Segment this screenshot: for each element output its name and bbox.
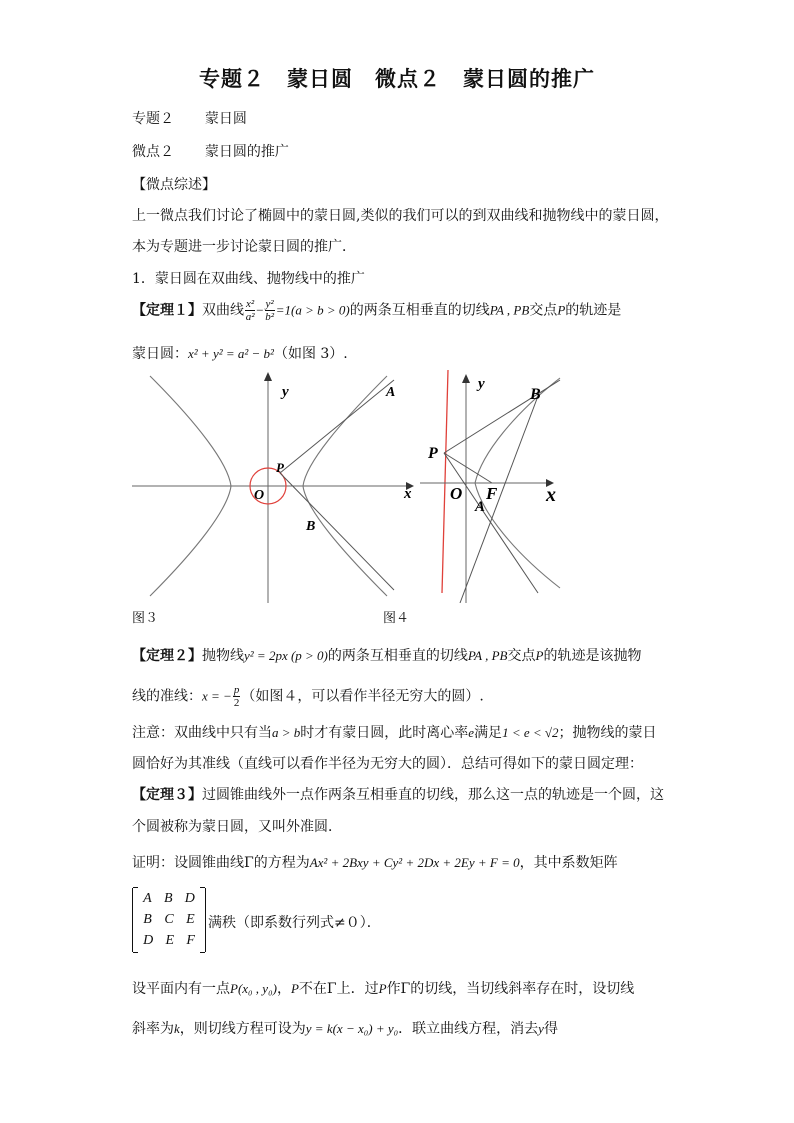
fig4-y-label: y	[478, 376, 485, 392]
theorem3-text-1: 过圆锥曲线外一点作两条互相垂直的切线，那么这一点的轨迹是一个圆，这	[202, 787, 664, 803]
proof-text-10: 得	[543, 1021, 558, 1037]
fig4-y-arrow	[462, 374, 470, 383]
coefficient-matrix	[132, 888, 206, 952]
matrix-cell: D	[143, 933, 154, 948]
fig3-tangent-PB	[280, 473, 394, 590]
matrix-row	[133, 888, 205, 909]
note-text-1: 注意：双曲线中只有当	[132, 725, 272, 741]
matrix-cell: B	[143, 912, 152, 927]
proof-line2: 满秩（即系数行列式≠０）．	[208, 915, 381, 931]
theorem1-lines: PA , PB	[489, 302, 530, 318]
proof-line4	[132, 1018, 558, 1038]
proof-text-3: 设平面内有一点	[132, 981, 230, 997]
theorem2-text-1: 抛物线	[202, 648, 244, 664]
theorem2-label: 【定理２】	[132, 648, 202, 664]
point-P: P(x₀ , y₀)	[230, 981, 277, 996]
directrix-lhs: x = −	[202, 688, 232, 704]
point-label: 微点２	[132, 144, 174, 160]
matrix-cell: C	[164, 912, 174, 927]
tangent-equation: y = k(x − x₀) + y₀	[305, 1021, 399, 1036]
note-text-3: 满足	[474, 725, 503, 741]
theorem2-p: P	[535, 648, 544, 663]
directrix-frac	[233, 684, 241, 709]
proof-text-5: 不在Γ上．过	[298, 981, 379, 997]
intro-line-2: 本为专题进一步讨论蒙日圆的推广．	[132, 239, 356, 255]
matrix-row	[133, 909, 205, 930]
theorem1-text-3: 交点	[529, 302, 558, 319]
theorem2-lines: PA , PB	[467, 648, 508, 663]
proof-p-2: P	[378, 981, 387, 996]
fig3-O-label: O	[254, 488, 265, 503]
summary-heading: 【微点综述】	[132, 177, 216, 193]
parabola-equation: y² = 2px (p > 0)	[244, 648, 328, 663]
theorem1-text-2: 的两条互相垂直的切线	[349, 302, 490, 319]
theorem1-text-6: （如图 3）.	[273, 346, 348, 362]
topic-label: 专题２	[132, 111, 174, 127]
hyperbola-frac-x: $\frac{\text{x²}}{\text{a²}}$	[245, 298, 255, 323]
theorem2-text-5: 线的准线：	[132, 688, 202, 705]
note-line2: 圆恰好为其准线（直线可以看作半径为无穷大的圆）．总结可得如下的蒙日圆定理：	[132, 756, 643, 772]
note-text-4: ；抛物线的蒙日	[558, 725, 657, 741]
theorem1-label: 【定理１】	[132, 302, 202, 319]
fig3-y-label: y	[282, 384, 289, 400]
theorem1-cond: =1(a > b > 0)	[275, 302, 350, 318]
page-title: 专题２ 蒙日圆 微点２ 蒙日圆的推广	[199, 67, 595, 91]
theorem3-line1	[132, 784, 664, 804]
matrix-cell: E	[165, 933, 175, 948]
proof-y: y	[538, 1021, 544, 1036]
note-line1	[132, 722, 657, 742]
fig4-PF-segment	[444, 453, 492, 483]
topic-line	[132, 108, 247, 128]
fig3-tangent-PA	[280, 380, 394, 473]
point-line	[132, 141, 289, 161]
monge-circle-equation: x² + y² = a² − b²	[188, 346, 274, 361]
figure3-hyperbola-diagram	[132, 368, 422, 603]
section-heading-1: 1．蒙日圆在双曲线、抛物线中的推广	[132, 271, 365, 287]
proof-text-2: ，其中系数矩阵	[519, 855, 618, 871]
note-e: e	[468, 725, 475, 740]
proof-text-6: 作Γ的切线，当切线斜率存在时，设切线	[386, 981, 635, 997]
fig4-F-label: F	[486, 484, 498, 503]
fig4-x-label: x	[546, 484, 556, 506]
theorem2-text-4: 的轨迹是该抛物	[543, 648, 642, 664]
fig4-O-label: O	[450, 484, 463, 503]
proof-line1	[132, 852, 618, 872]
fig3-x-label: x	[404, 486, 412, 502]
eccentricity-range: 1 < e < √2	[502, 725, 559, 740]
proof-text-1: 证明：设圆锥曲线Γ的方程为	[132, 855, 310, 871]
topic-name: 蒙日圆	[204, 111, 247, 127]
fig3-A-label: A	[386, 385, 396, 400]
intro-line-1: 上一微点我们讨论了椭圆中的蒙日圆,类似的我们可以的到双曲线和抛物线中的蒙日圆，	[132, 208, 669, 224]
proof-text-7: 斜率为	[132, 1021, 174, 1037]
figure4-caption: 图４	[383, 611, 410, 626]
note-cond: a > b	[272, 725, 301, 740]
matrix-cell: F	[186, 933, 195, 948]
theorem2-text-2: 的两条互相垂直的切线	[327, 648, 468, 664]
theorem2-line2	[132, 684, 484, 709]
proof-p-1: P	[290, 981, 299, 996]
matrix-cell: D	[184, 891, 195, 906]
matrix-cell: B	[163, 891, 173, 906]
theorem1-text-4: 的轨迹是	[565, 302, 622, 319]
fig4-B-label: B	[530, 386, 541, 403]
theorem2-text-6: （如图４，可以看作半径无穷大的圆）.	[241, 688, 484, 705]
matrix-row	[133, 930, 205, 951]
fig3-B-label: B	[306, 519, 316, 534]
fig4-focal-chord	[460, 396, 538, 603]
slope-k: k	[174, 1021, 180, 1036]
theorem1-text-5: 蒙日圆：	[132, 346, 188, 362]
theorem1-p: P	[557, 302, 566, 318]
theorem3-label: 【定理３】	[132, 787, 202, 803]
theorem1-text-1: 双曲线	[202, 302, 244, 319]
fig4-tangent-PA	[444, 453, 538, 593]
proof-line3	[132, 978, 634, 998]
figure4-parabola-diagram	[420, 368, 570, 603]
matrix-cell: A	[143, 891, 152, 906]
note-text-2: 时才有蒙日圆，此时离心率	[300, 725, 469, 741]
matrix-cell: E	[186, 912, 195, 927]
fig4-A-label: A	[475, 499, 486, 515]
figure3-caption: 图３	[132, 611, 159, 626]
proof-text-4: ，	[276, 981, 291, 997]
theorem1-line1: 【定理１】双曲线 $\frac{\text{x²}}{\text{a²}}$ − $\frac{\text{y²}}{\text{b²}}$ =1(a > b > 0)的两条互相垂直的切线PA , PB交点P的轨迹是	[132, 298, 622, 323]
fig4-tangent-PB	[444, 380, 560, 453]
hyperbola-frac-y: $\frac{\text{y²}}{\text{b²}}$	[265, 298, 275, 323]
theorem3-line2: 个圆被称为蒙日圆，又叫外准圆．	[132, 819, 342, 835]
theorem1-line2	[132, 343, 348, 363]
fig4-directrix	[442, 370, 448, 593]
point-name: 蒙日圆的推广	[204, 144, 289, 160]
theorem2-line1	[132, 645, 641, 665]
directrix-frac-den: 2	[233, 697, 240, 709]
directrix-frac-num: p	[233, 684, 240, 696]
conic-general-equation: Ax² + 2Bxy + Cy² + 2Dx + 2Ey + F = 0	[309, 855, 520, 870]
fig3-P-label: P	[276, 460, 284, 475]
proof-text-8: ，则切线方程可设为	[179, 1021, 306, 1037]
theorem2-text-3: 交点	[507, 648, 536, 664]
proof-text-9: ．联立曲线方程，消去	[398, 1021, 539, 1037]
fig4-P-label: P	[428, 445, 438, 462]
fig3-y-arrow	[264, 372, 272, 381]
